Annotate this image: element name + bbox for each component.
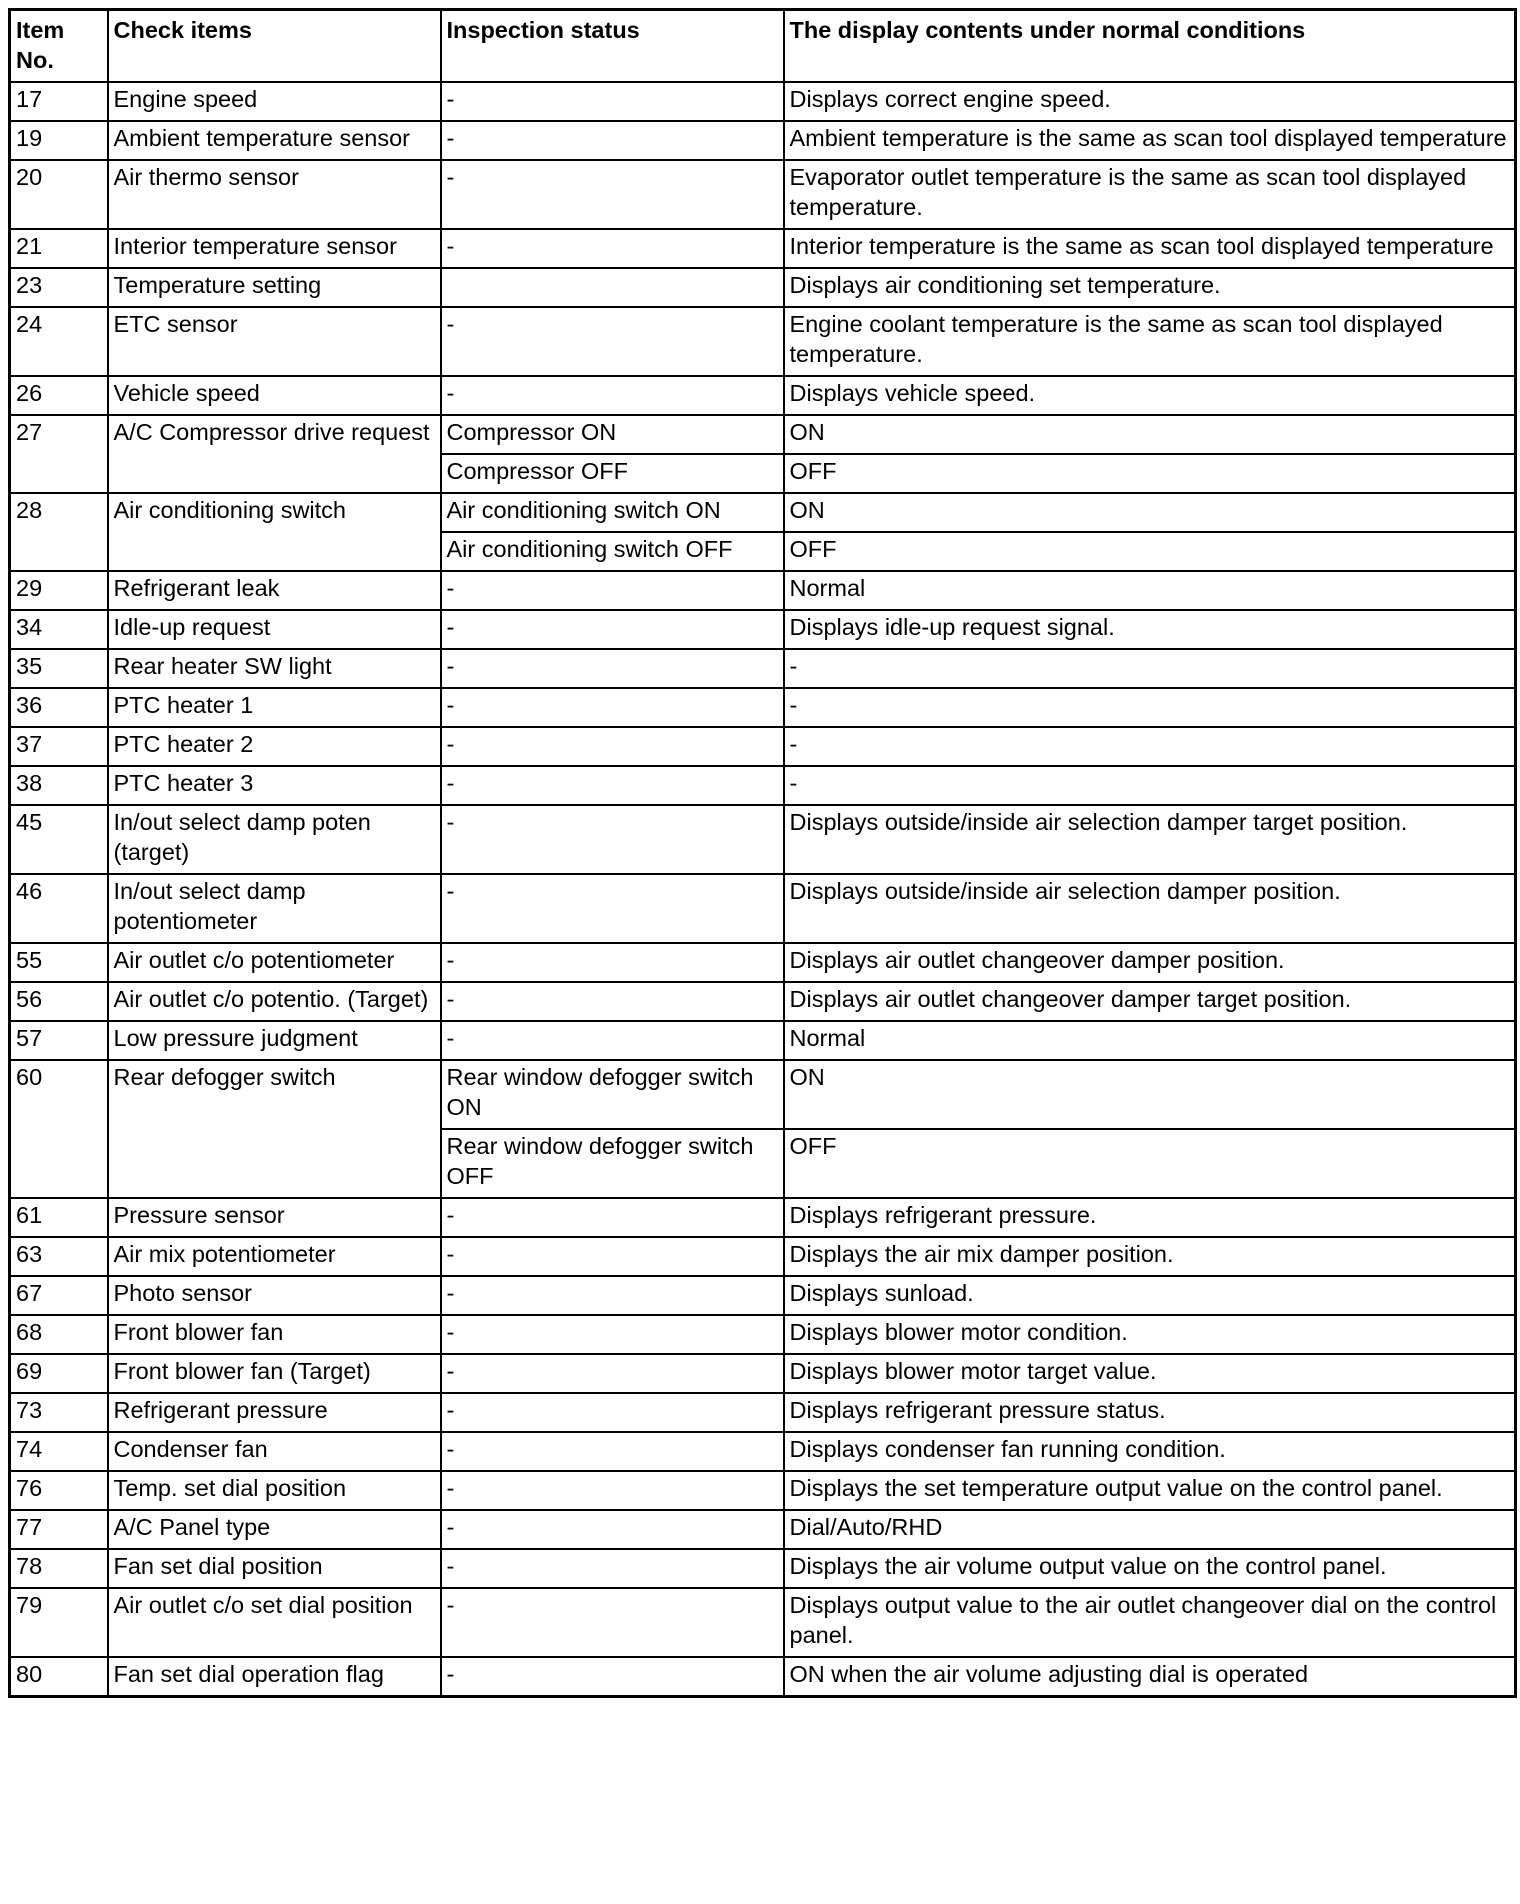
- table-row: [10, 1315, 1516, 1354]
- display-contents: OFF: [784, 1129, 1516, 1198]
- table-row: [10, 307, 1516, 376]
- table-row: [10, 874, 1516, 943]
- item-number: 56: [10, 982, 108, 1021]
- item-number: 27: [10, 415, 108, 493]
- table-row: [10, 229, 1516, 268]
- item-number: 67: [10, 1276, 108, 1315]
- table-row: [10, 1354, 1516, 1393]
- check-item: Refrigerant leak: [108, 571, 441, 610]
- check-item: A/C Compressor drive request: [108, 415, 441, 493]
- display-contents: Evaporator outlet temperature is the same as scan tool displayed temperature.: [784, 160, 1516, 229]
- display-contents: -: [784, 727, 1516, 766]
- item-number: 63: [10, 1237, 108, 1276]
- check-item: Front blower fan (Target): [108, 1354, 441, 1393]
- display-contents: Engine coolant temperature is the same as scan tool displayed temperature.: [784, 307, 1516, 376]
- check-item: Photo sensor: [108, 1276, 441, 1315]
- inspection-status: -: [441, 805, 784, 874]
- header-inspection-status: Inspection status: [441, 10, 784, 83]
- item-number: 55: [10, 943, 108, 982]
- check-item: In/out select damp poten (target): [108, 805, 441, 874]
- check-item: PTC heater 2: [108, 727, 441, 766]
- inspection-status: -: [441, 982, 784, 1021]
- inspection-status: -: [441, 1237, 784, 1276]
- display-contents: Displays condenser fan running condition.: [784, 1432, 1516, 1471]
- header-check-items: Check items: [108, 10, 441, 83]
- header-display-contents: The display contents under normal conditions: [784, 10, 1516, 83]
- display-contents: -: [784, 766, 1516, 805]
- item-number: 78: [10, 1549, 108, 1588]
- item-number: 77: [10, 1510, 108, 1549]
- header-item-no: Item No.: [10, 10, 108, 83]
- item-number: 37: [10, 727, 108, 766]
- check-item: Air outlet c/o potentiometer: [108, 943, 441, 982]
- inspection-status: -: [441, 874, 784, 943]
- table-body: [10, 82, 1516, 1697]
- display-contents: Dial/Auto/RHD: [784, 1510, 1516, 1549]
- display-contents: Normal: [784, 1021, 1516, 1060]
- inspection-status: Compressor OFF: [441, 454, 784, 493]
- table-row: [10, 1471, 1516, 1510]
- inspection-status: -: [441, 766, 784, 805]
- inspection-status: -: [441, 727, 784, 766]
- item-number: 23: [10, 268, 108, 307]
- item-number: 45: [10, 805, 108, 874]
- display-contents: Displays sunload.: [784, 1276, 1516, 1315]
- inspection-status: -: [441, 1588, 784, 1657]
- table-row: [10, 649, 1516, 688]
- inspection-status: Rear window defogger switch ON: [441, 1060, 784, 1129]
- inspection-status: -: [441, 1021, 784, 1060]
- table-row: [10, 268, 1516, 307]
- table-row: [10, 1393, 1516, 1432]
- display-contents: Displays vehicle speed.: [784, 376, 1516, 415]
- inspection-status: -: [441, 1198, 784, 1237]
- item-number: 79: [10, 1588, 108, 1657]
- display-contents: ON: [784, 493, 1516, 532]
- check-item: Fan set dial position: [108, 1549, 441, 1588]
- item-number: 57: [10, 1021, 108, 1060]
- item-number: 74: [10, 1432, 108, 1471]
- item-number: 80: [10, 1657, 108, 1697]
- check-item: Temperature setting: [108, 268, 441, 307]
- item-number: 17: [10, 82, 108, 121]
- inspection-status: -: [441, 376, 784, 415]
- check-item: Vehicle speed: [108, 376, 441, 415]
- inspection-status: -: [441, 160, 784, 229]
- table-row: [10, 1198, 1516, 1237]
- check-item: Air mix potentiometer: [108, 1237, 441, 1276]
- table-row: [10, 1060, 1516, 1129]
- item-number: 69: [10, 1354, 108, 1393]
- check-item: Air conditioning switch: [108, 493, 441, 571]
- table-row: [10, 1432, 1516, 1471]
- item-number: 29: [10, 571, 108, 610]
- item-number: 36: [10, 688, 108, 727]
- check-item: PTC heater 3: [108, 766, 441, 805]
- display-contents: Displays air outlet changeover damper target position.: [784, 982, 1516, 1021]
- display-contents: Displays refrigerant pressure.: [784, 1198, 1516, 1237]
- table-row: [10, 1237, 1516, 1276]
- inspection-status: Air conditioning switch ON: [441, 493, 784, 532]
- item-number: 19: [10, 121, 108, 160]
- item-number: 28: [10, 493, 108, 571]
- display-contents: OFF: [784, 454, 1516, 493]
- display-contents: Displays air conditioning set temperature.: [784, 268, 1516, 307]
- display-contents: Displays correct engine speed.: [784, 82, 1516, 121]
- inspection-status: -: [441, 1471, 784, 1510]
- check-item: Engine speed: [108, 82, 441, 121]
- table-row: [10, 805, 1516, 874]
- display-contents: Displays the air mix damper position.: [784, 1237, 1516, 1276]
- table-row: [10, 1588, 1516, 1657]
- item-number: 76: [10, 1471, 108, 1510]
- inspection-status: -: [441, 229, 784, 268]
- table-row: [10, 1276, 1516, 1315]
- table-row: [10, 1549, 1516, 1588]
- table-row: [10, 727, 1516, 766]
- display-contents: Displays the air volume output value on the control panel.: [784, 1549, 1516, 1588]
- item-number: 38: [10, 766, 108, 805]
- display-contents: Displays the set temperature output value on the control panel.: [784, 1471, 1516, 1510]
- inspection-status: -: [441, 1432, 784, 1471]
- table-row: [10, 982, 1516, 1021]
- table-row: [10, 160, 1516, 229]
- check-item: A/C Panel type: [108, 1510, 441, 1549]
- inspection-status: -: [441, 688, 784, 727]
- inspection-status: -: [441, 1549, 784, 1588]
- display-contents: OFF: [784, 532, 1516, 571]
- check-item: PTC heater 1: [108, 688, 441, 727]
- check-item: Air outlet c/o potentio. (Target): [108, 982, 441, 1021]
- check-item: Interior temperature sensor: [108, 229, 441, 268]
- table-row: [10, 571, 1516, 610]
- table-row: [10, 121, 1516, 160]
- inspection-status: Air conditioning switch OFF: [441, 532, 784, 571]
- inspection-status: -: [441, 1276, 784, 1315]
- inspection-status: -: [441, 121, 784, 160]
- inspection-status: -: [441, 649, 784, 688]
- inspection-status: -: [441, 1315, 784, 1354]
- check-item: Temp. set dial position: [108, 1471, 441, 1510]
- item-number: 60: [10, 1060, 108, 1198]
- check-item: Rear heater SW light: [108, 649, 441, 688]
- check-item: Fan set dial operation flag: [108, 1657, 441, 1697]
- display-contents: Displays blower motor condition.: [784, 1315, 1516, 1354]
- check-item: Refrigerant pressure: [108, 1393, 441, 1432]
- check-item: ETC sensor: [108, 307, 441, 376]
- inspection-status: [441, 268, 784, 307]
- table-row: [10, 610, 1516, 649]
- inspection-status: -: [441, 1354, 784, 1393]
- table-row: [10, 1021, 1516, 1060]
- table-row: [10, 415, 1516, 454]
- table-row: [10, 688, 1516, 727]
- display-contents: ON: [784, 415, 1516, 454]
- inspection-status: Compressor ON: [441, 415, 784, 454]
- display-contents: Displays outside/inside air selection damper position.: [784, 874, 1516, 943]
- inspection-status: -: [441, 82, 784, 121]
- check-item: Air thermo sensor: [108, 160, 441, 229]
- item-number: 61: [10, 1198, 108, 1237]
- inspection-status: -: [441, 307, 784, 376]
- display-contents: -: [784, 688, 1516, 727]
- inspection-table: [8, 8, 1517, 1698]
- check-item: Front blower fan: [108, 1315, 441, 1354]
- check-item: Ambient temperature sensor: [108, 121, 441, 160]
- check-item: Rear defogger switch: [108, 1060, 441, 1198]
- header-row: [10, 10, 1516, 83]
- item-number: 26: [10, 376, 108, 415]
- display-contents: Displays air outlet changeover damper position.: [784, 943, 1516, 982]
- check-item: Low pressure judgment: [108, 1021, 441, 1060]
- display-contents: ON: [784, 1060, 1516, 1129]
- table-row: [10, 376, 1516, 415]
- display-contents: Normal: [784, 571, 1516, 610]
- display-contents: Displays output value to the air outlet changeover dial on the control panel.: [784, 1588, 1516, 1657]
- check-item: Pressure sensor: [108, 1198, 441, 1237]
- item-number: 35: [10, 649, 108, 688]
- check-item: Air outlet c/o set dial position: [108, 1588, 441, 1657]
- item-number: 21: [10, 229, 108, 268]
- item-number: 34: [10, 610, 108, 649]
- display-contents: Displays idle-up request signal.: [784, 610, 1516, 649]
- inspection-status: -: [441, 1657, 784, 1697]
- inspection-status: -: [441, 943, 784, 982]
- inspection-status: -: [441, 1393, 784, 1432]
- item-number: 24: [10, 307, 108, 376]
- table-row: [10, 943, 1516, 982]
- item-number: 68: [10, 1315, 108, 1354]
- item-number: 73: [10, 1393, 108, 1432]
- item-number: 20: [10, 160, 108, 229]
- table-row: [10, 766, 1516, 805]
- display-contents: Displays outside/inside air selection damper target position.: [784, 805, 1516, 874]
- table-row: [10, 82, 1516, 121]
- check-item: In/out select damp potentiometer: [108, 874, 441, 943]
- display-contents: ON when the air volume adjusting dial is operated: [784, 1657, 1516, 1697]
- table-row: [10, 493, 1516, 532]
- inspection-status: -: [441, 571, 784, 610]
- item-number: 46: [10, 874, 108, 943]
- display-contents: -: [784, 649, 1516, 688]
- inspection-status: -: [441, 1510, 784, 1549]
- inspection-status: -: [441, 610, 784, 649]
- table-row: [10, 1510, 1516, 1549]
- table-row: [10, 1657, 1516, 1697]
- display-contents: Ambient temperature is the same as scan tool displayed temperature: [784, 121, 1516, 160]
- check-item: Idle-up request: [108, 610, 441, 649]
- display-contents: Interior temperature is the same as scan tool displayed temperature: [784, 229, 1516, 268]
- inspection-status: Rear window defogger switch OFF: [441, 1129, 784, 1198]
- display-contents: Displays blower motor target value.: [784, 1354, 1516, 1393]
- display-contents: Displays refrigerant pressure status.: [784, 1393, 1516, 1432]
- check-item: Condenser fan: [108, 1432, 441, 1471]
